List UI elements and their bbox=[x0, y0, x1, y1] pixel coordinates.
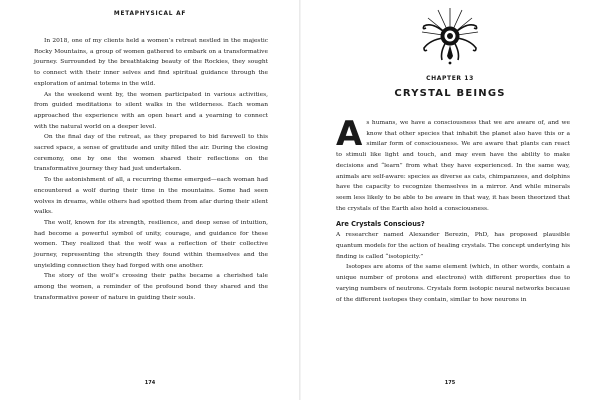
right-page-number: 175 bbox=[444, 380, 456, 386]
drop-cap: A bbox=[336, 114, 363, 154]
left-paragraph-3: On the final day of the retreat, as they prepared to bid farewell to this sacred space, a sense of gratitude and unity filled the air. During the closing ceremony, one by one the women shared their reflections on the transformative journey they had just undertaken. bbox=[34, 134, 268, 173]
chapter-title: CRYSTAL BEINGS bbox=[394, 88, 506, 99]
chapter-label: CHAPTER 13 bbox=[426, 75, 474, 82]
left-paragraph-5: The wolf, known for its strength, resilience, and deep sense of intuition, had become a powerful symbol of unity, courage, and guidance for these women. They realized that the wolf was a reflection of their collective journey, representing the strength they found within themselves and the unyielding connection they had forged with one another. bbox=[34, 219, 268, 269]
right-page bbox=[300, 0, 600, 400]
left-paragraph-1: In 2018, one of my clients held a women’s retreat nestled in the majestic Rocky Mountains, a group of women gathered to embark on a transformative journey. Surrounded by the breathtaking beauty of the Rockies, they sought to connect with their inner selves and find spiritual guidance through the exploration of animal totems in the wild. bbox=[34, 38, 268, 87]
left-paragraph-6: The story of the wolf’s crossing their paths became a cherished tale among the women, a reminder of the profound bond they shared and the transformative power of nature in guiding their souls. bbox=[34, 273, 268, 301]
running-head: METAPHYSICAL AF bbox=[113, 11, 187, 17]
left-body-text bbox=[34, 36, 268, 304]
opening-paragraph bbox=[336, 114, 570, 214]
spider-sun-ornament-icon bbox=[418, 6, 482, 66]
right-paragraph-2: A researcher named Alexander Berezin, PhD, has proposed plausible quantum models for the action of healing crystals. The concept underlying his finding is called “isotopicity.” bbox=[336, 232, 570, 260]
right-paragraph-3: Isotopes are atoms of the same element (which, in other words, contain a unique number of protons and electrons) with different properties due to varying numbers of neutrons. Crystals form isotopic neural networks because of the different isotopes they contain, similar to how neurons in bbox=[336, 264, 570, 303]
opening-paragraph-text: s humans, we have a consciousness that we are aware of, and we know that other species that inhabit the planet also have this or a similar form of consciousness. We are aware that plants can react to stimuli like light and touch, and may even have the ability to make decisions and “learn” from what they have experienced. In the same way, animals are self-aware: species as diverse as cats, chimpanzees, and dolphins have the capacity to recognize themselves in a mirror. And while minerals seem less likely to be able to be aware in that way, it has been theorized that the crystals of the Earth also hold a consciousness. bbox=[336, 120, 570, 212]
left-page-number: 174 bbox=[144, 380, 156, 386]
left-paragraph-2: As the weekend went by, the women participated in various activities, from guided meditations to silent walks in the wilderness. Each woman approached the experience with an open heart and a yearning to connect with the natural world on a deeper level. bbox=[34, 91, 268, 130]
right-body-text bbox=[336, 114, 570, 305]
left-paragraph-4: To the astonishment of all, a recurring theme emerged—each woman had encountered a wolf during their time in the mountains. Some had seen wolves in dreams, while others had spotted them from afar during their silent walks. bbox=[34, 177, 268, 216]
section-subheading: Are Crystals Conscious? bbox=[336, 220, 425, 229]
